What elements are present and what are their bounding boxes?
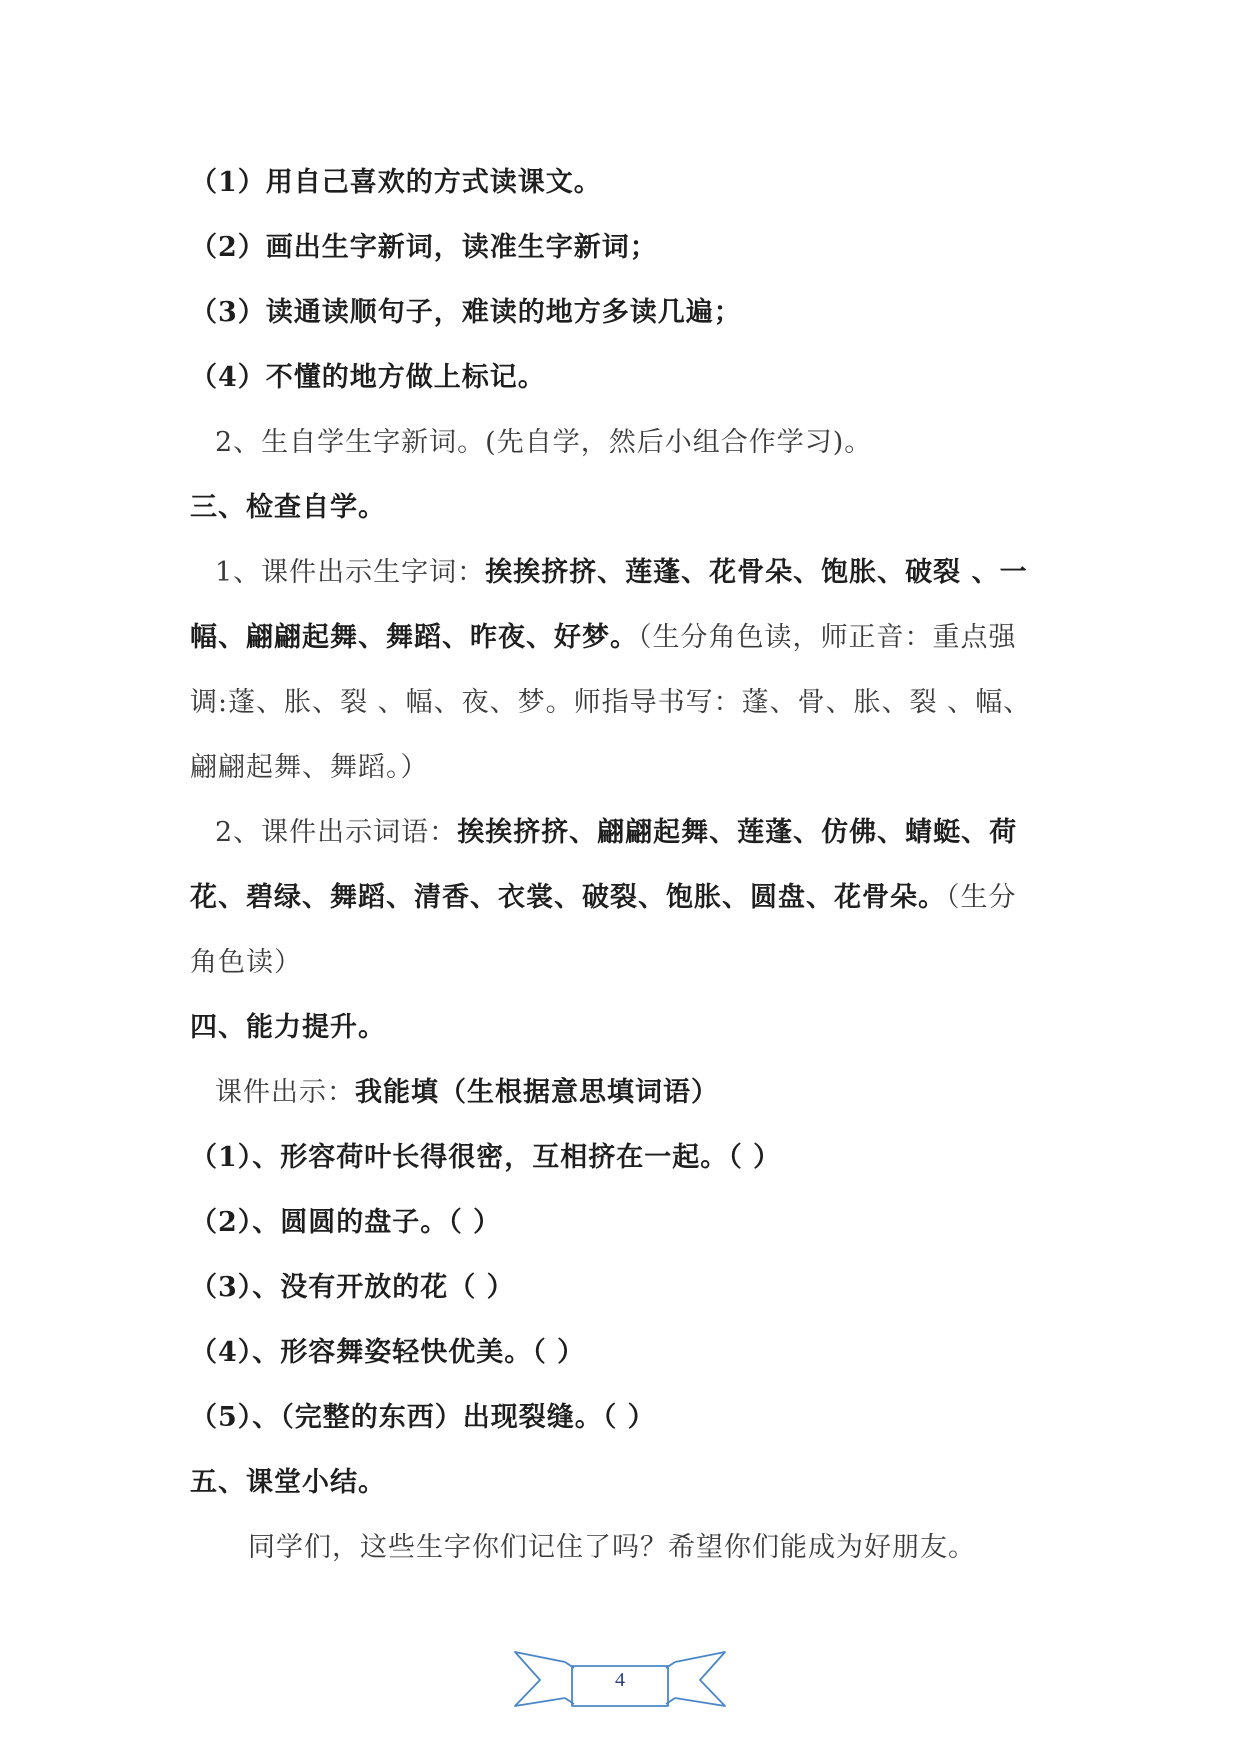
exercise-item-5: （5）、（完整的东西）出现裂缝。（ ） xyxy=(190,1402,656,1433)
paragraph-line xyxy=(190,620,1017,656)
task-item-3: （3）读通读顺句子，难读的地方多读几遍； xyxy=(190,297,742,328)
paragraph-line xyxy=(190,880,1017,916)
vocabulary-text: 幅、翩翩起舞、舞蹈、昨夜、好梦。 xyxy=(190,622,638,653)
exercise-title: 我能填（生根据意思填词语） xyxy=(355,1077,719,1108)
paragraph-line xyxy=(215,1075,719,1111)
vocabulary-text: 挨挨挤挤、翩翩起舞、莲蓬、仿佛、蜻蜓、荷 xyxy=(457,817,1018,848)
paragraph-label: 1、课件出示生字词： xyxy=(215,557,486,588)
exercise-item-4: （4）、形容舞姿轻快优美。（ ） xyxy=(190,1337,586,1368)
paragraph-line: 翩翩起舞、舞蹈。） xyxy=(190,752,429,783)
summary-text: 同学们，这些生字你们记住了吗？希望你们能成为好朋友。 xyxy=(248,1532,976,1563)
vocabulary-text: 挨挨挤挤、莲蓬、花骨朵、饱胀、破裂 、一 xyxy=(485,557,1028,588)
exercise-item-2: （2）、圆圆的盘子。（ ） xyxy=(190,1207,502,1238)
paragraph-note: （生分角色读，师正音：重点强 xyxy=(638,622,1017,653)
task-item-2: （2）画出生字新词，读准生字新词； xyxy=(190,232,658,263)
self-study-step: 2、生自学生字新词。(先自学，然后小组合作学习)。 xyxy=(215,427,873,458)
vocabulary-text: 花、碧绿、舞蹈、清香、衣裳、破裂、饱胀、圆盘、花骨朵。 xyxy=(190,882,946,913)
paragraph-line: 调:蓬、胀、裂 、幅、夜、梦。师指导书写：蓬、骨、胀、裂 、幅、 xyxy=(190,687,1032,718)
exercise-item-3: （3）、没有开放的花（ ） xyxy=(190,1272,515,1303)
task-item-4: （4）不懂的地方做上标记。 xyxy=(190,362,546,393)
paragraph-note: （生分 xyxy=(946,882,1017,913)
paragraph-line xyxy=(215,555,1028,591)
task-item-1: （1）用自己喜欢的方式读课文。 xyxy=(190,167,602,198)
exercise-item-1: （1）、形容荷叶长得很密，互相挤在一起。（ ） xyxy=(190,1142,782,1173)
section-heading-3: 三、检查自学。 xyxy=(190,492,386,523)
paragraph-label: 课件出示： xyxy=(215,1077,355,1108)
paragraph-label: 2、课件出示词语： xyxy=(215,817,458,848)
section-heading-4: 四、能力提升。 xyxy=(190,1012,386,1043)
page-number: 4 xyxy=(615,1669,625,1691)
section-heading-5: 五、课堂小结。 xyxy=(190,1467,386,1498)
paragraph-line xyxy=(215,815,1017,851)
paragraph-line: 角色读） xyxy=(190,947,302,978)
